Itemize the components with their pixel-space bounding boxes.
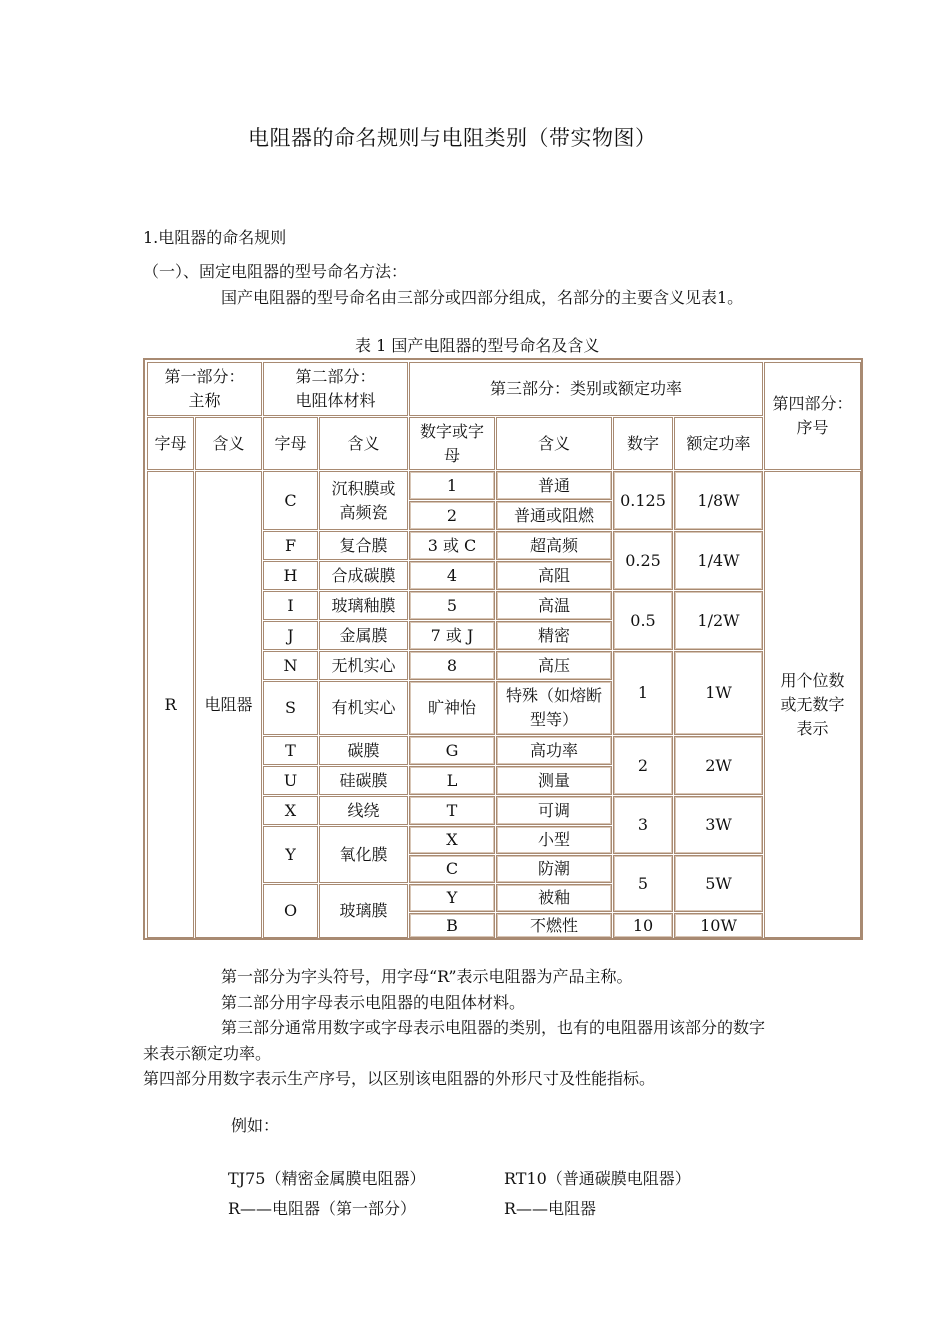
category-code: 旷神怡 <box>409 681 495 735</box>
category-code: 7 或 J <box>409 621 495 650</box>
category-code: B <box>409 913 495 938</box>
subheader-meaning2: 含义 <box>319 417 408 470</box>
example-label: 例如： <box>231 1116 280 1135</box>
power-rating: 1W <box>674 651 763 735</box>
subsection-heading: （一）、固定电阻器的型号命名方法： <box>143 262 408 281</box>
category-meaning: 高功率 <box>496 736 612 765</box>
power-number: 10 <box>613 913 673 938</box>
example2-name: RT10（普通碳膜电阻器） <box>504 1169 691 1188</box>
subheader-letter1: 字母 <box>147 417 194 470</box>
example2-part: R——电阻器 <box>504 1199 597 1218</box>
power-number: 0.25 <box>613 531 673 590</box>
material-letter: F <box>263 531 318 560</box>
subheader-letter2: 字母 <box>263 417 318 470</box>
material-meaning: 玻璃釉膜 <box>319 591 408 620</box>
category-meaning: 特殊（如熔断 型等） <box>496 681 612 735</box>
example1-part: R——电阻器（第一部分） <box>228 1199 417 1218</box>
category-meaning: 测量 <box>496 766 612 795</box>
category-code: 8 <box>409 651 495 680</box>
material-letter: Y <box>263 826 318 883</box>
header-part4: 第四部分： 序号 <box>764 362 861 470</box>
subheader-meaning1: 含义 <box>195 417 262 470</box>
subheader-power: 额定功率 <box>674 417 763 470</box>
naming-table <box>143 358 863 940</box>
note-part3-line2: 来表示额定功率。 <box>143 1044 272 1063</box>
category-code: C <box>409 855 495 883</box>
material-letter: T <box>263 736 318 765</box>
material-letter: J <box>263 621 318 650</box>
power-rating: 3W <box>674 796 763 854</box>
material-meaning: 沉积膜或 高频瓷 <box>319 471 408 530</box>
power-rating: 1/8W <box>674 471 763 530</box>
note-part1: 第一部分为字头符号，用字母“R”表示电阻器为产品主称。 <box>221 967 633 986</box>
material-letter: I <box>263 591 318 620</box>
material-meaning: 碳膜 <box>319 736 408 765</box>
category-meaning: 防潮 <box>496 855 612 883</box>
table-caption: 表 1 国产电阻器的型号命名及含义 <box>355 336 600 355</box>
material-meaning: 氧化膜 <box>319 826 408 883</box>
material-meaning: 合成碳膜 <box>319 561 408 590</box>
category-meaning: 高温 <box>496 591 612 620</box>
part1-meaning: 电阻器 <box>195 471 262 938</box>
power-rating: 1/4W <box>674 531 763 590</box>
material-meaning: 硅碳膜 <box>319 766 408 795</box>
part1-letter: R <box>147 471 194 938</box>
material-letter: S <box>263 681 318 735</box>
category-meaning: 不燃性 <box>496 913 612 938</box>
power-rating: 10W <box>674 913 763 938</box>
material-letter: U <box>263 766 318 795</box>
category-code: 1 <box>409 471 495 500</box>
category-code: 5 <box>409 591 495 620</box>
subheader-number: 数字 <box>613 417 673 470</box>
material-meaning: 无机实心 <box>319 651 408 680</box>
section-heading: 1.电阻器的命名规则 <box>143 228 287 247</box>
category-code: G <box>409 736 495 765</box>
category-meaning: 普通 <box>496 471 612 500</box>
category-code: 2 <box>409 501 495 530</box>
material-letter: N <box>263 651 318 680</box>
category-meaning: 超高频 <box>496 531 612 560</box>
category-code: L <box>409 766 495 795</box>
header-part1: 第一部分： 主称 <box>147 362 262 416</box>
power-number: 0.5 <box>613 591 673 650</box>
material-letter: O <box>263 884 318 938</box>
material-meaning: 有机实心 <box>319 681 408 735</box>
category-code: T <box>409 796 495 825</box>
example1-name: TJ75（精密金属膜电阻器） <box>228 1169 426 1188</box>
power-rating: 1/2W <box>674 591 763 650</box>
material-meaning: 线绕 <box>319 796 408 825</box>
header-part2: 第二部分： 电阻体材料 <box>263 362 408 416</box>
subheader-numletter: 数字或字 母 <box>409 417 495 470</box>
page-title: 电阻器的命名规则与电阻类别（带实物图） <box>248 126 657 150</box>
note-part2: 第二部分用字母表示电阻器的电阻体材料。 <box>221 993 526 1012</box>
subheader-meaning3: 含义 <box>496 417 612 470</box>
header-part3: 第三部分：类别或额定功率 <box>409 362 763 416</box>
category-code: 3 或 C <box>409 531 495 560</box>
category-meaning: 被釉 <box>496 884 612 912</box>
material-letter: X <box>263 796 318 825</box>
material-letter: C <box>263 471 318 530</box>
category-meaning: 精密 <box>496 621 612 650</box>
category-meaning: 普通或阻燃 <box>496 501 612 530</box>
power-number: 0.125 <box>613 471 673 530</box>
power-number: 3 <box>613 796 673 854</box>
material-meaning: 复合膜 <box>319 531 408 560</box>
category-meaning: 高阻 <box>496 561 612 590</box>
category-code: 4 <box>409 561 495 590</box>
power-rating: 5W <box>674 855 763 912</box>
part4-description: 用个位数 或无数字 表示 <box>764 471 861 938</box>
category-code: Y <box>409 884 495 912</box>
intro-paragraph: 国产电阻器的型号命名由三部分或四部分组成，名部分的主要含义见表1。 <box>221 288 744 307</box>
material-letter: H <box>263 561 318 590</box>
category-meaning: 可调 <box>496 796 612 825</box>
note-part3-line1: 第三部分通常用数字或字母表示电阻器的类别，也有的电阻器用该部分的数字 <box>221 1018 766 1037</box>
material-meaning: 金属膜 <box>319 621 408 650</box>
category-meaning: 小型 <box>496 826 612 854</box>
material-meaning: 玻璃膜 <box>319 884 408 938</box>
category-code: X <box>409 826 495 854</box>
power-number: 5 <box>613 855 673 912</box>
category-meaning: 高压 <box>496 651 612 680</box>
power-number: 2 <box>613 736 673 795</box>
note-part4: 第四部分用数字表示生产序号，以区别该电阻器的外形尺寸及性能指标。 <box>143 1069 656 1088</box>
power-rating: 2W <box>674 736 763 795</box>
power-number: 1 <box>613 651 673 735</box>
